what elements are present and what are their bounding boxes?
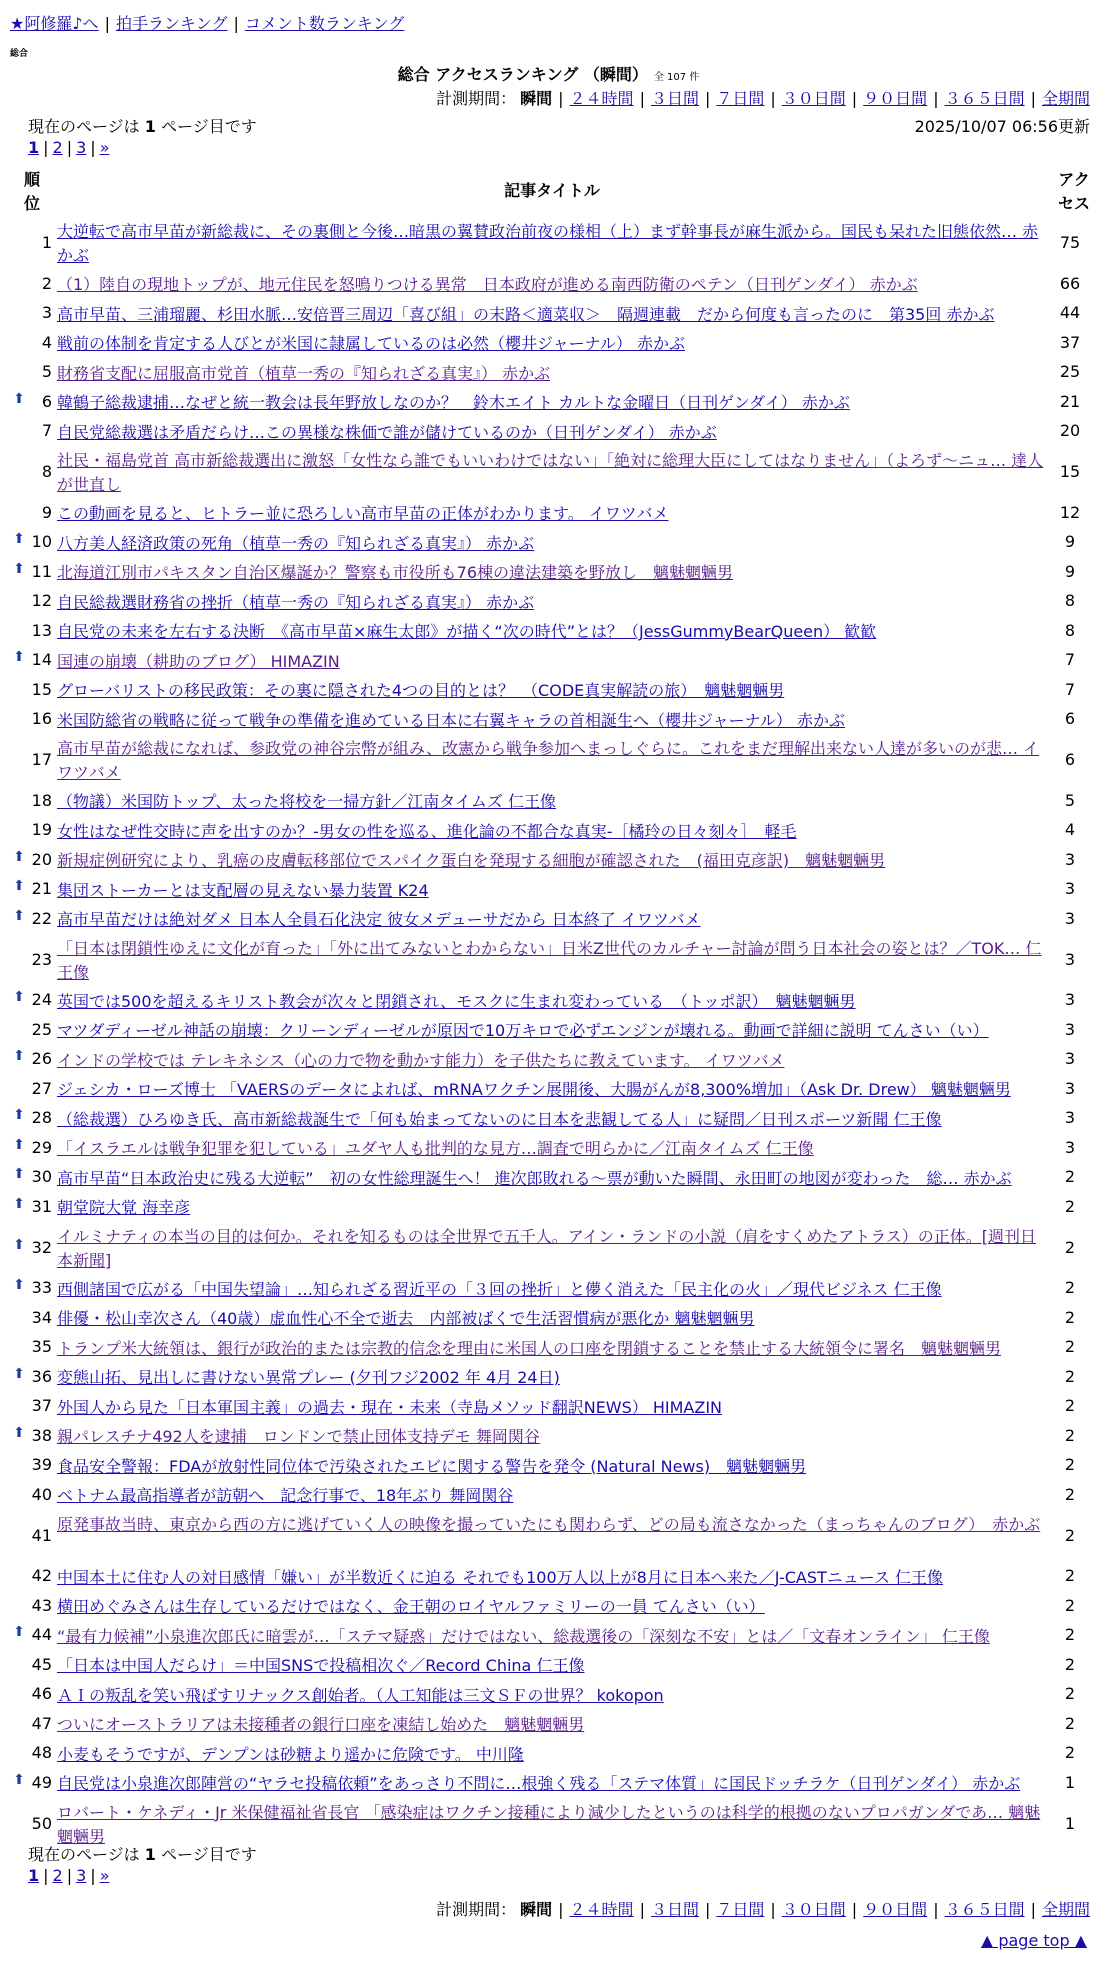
period-separator: | bbox=[558, 89, 564, 108]
pager-next[interactable]: » bbox=[99, 138, 110, 157]
rank-up-icon: ⬆ bbox=[13, 989, 25, 1006]
article-title-link[interactable]: グローバリストの移民政策：その裏に隠された4つの目的とは？ （CODE真実解読の旅） 魑魅魍魎男 bbox=[57, 681, 785, 700]
article-title-link[interactable]: 食品安全警報：FDAが放射性同位体で汚染されたエビに関する警告を発令 (Natural News) 魑魅魍魎男 bbox=[57, 1456, 807, 1476]
nav-separator: | bbox=[104, 14, 110, 33]
page-title: 総合 アクセスランキング （瞬間） bbox=[397, 65, 648, 84]
page-info-number: 1 bbox=[144, 117, 156, 136]
access-count: 7 bbox=[1064, 650, 1076, 670]
period-separator: | bbox=[851, 1900, 858, 1919]
pager-top bbox=[28, 138, 109, 157]
table-row bbox=[0, 300, 1097, 330]
table-row bbox=[0, 1046, 1097, 1076]
table-row bbox=[0, 617, 1097, 647]
period-label: 計測期間： bbox=[436, 1900, 517, 1919]
article-title-link[interactable]: 自民党の未来を左右する決断 《高市早苗×麻生太郎》が描く“次の時代”とは？（JessGummyBearQueen） 歓歓 bbox=[57, 622, 877, 641]
rank-number: 49 bbox=[31, 1772, 52, 1792]
table-row bbox=[0, 529, 1097, 559]
access-count: 37 bbox=[1059, 332, 1081, 352]
rank-number: 29 bbox=[31, 1137, 52, 1157]
table-row bbox=[0, 329, 1097, 359]
access-count: 2 bbox=[1064, 1525, 1076, 1545]
rank-number: 17 bbox=[31, 750, 52, 769]
rank-number: 41 bbox=[31, 1525, 52, 1545]
period-separator: | bbox=[851, 89, 858, 108]
access-count: 2 bbox=[1064, 1278, 1076, 1298]
table-row bbox=[0, 876, 1097, 906]
period-separator: | bbox=[704, 89, 711, 108]
access-count: 4 bbox=[1064, 820, 1076, 840]
access-count: 2 bbox=[1064, 1625, 1076, 1645]
table-row bbox=[0, 905, 1097, 935]
page-info-bottom bbox=[28, 1842, 257, 1865]
table-row bbox=[0, 1334, 1097, 1364]
applause-ranking-link[interactable]: 拍手ランキング bbox=[115, 14, 228, 33]
rank-number: 19 bbox=[31, 820, 52, 840]
rank-column-header: 順 位 bbox=[23, 170, 40, 213]
rank-up-icon: ⬆ bbox=[13, 1236, 25, 1253]
table-row bbox=[0, 1422, 1097, 1452]
rank-up-icon: ⬆ bbox=[13, 531, 25, 548]
period-separator: | bbox=[933, 89, 939, 108]
rank-number: 35 bbox=[31, 1337, 52, 1357]
rank-number: 43 bbox=[31, 1595, 52, 1615]
access-count: 21 bbox=[1059, 391, 1081, 411]
ranking-title-line bbox=[0, 62, 1097, 85]
home-link[interactable]: ★阿修羅♪へ bbox=[10, 14, 99, 33]
rank-number: 15 bbox=[31, 679, 52, 699]
table-row bbox=[0, 1740, 1097, 1770]
access-count: 7 bbox=[1064, 679, 1076, 699]
period-link-3[interactable]: ３０日間 bbox=[781, 1900, 846, 1919]
period-link-5[interactable]: ３６５日間 bbox=[944, 1900, 1025, 1919]
access-count: 8 bbox=[1064, 591, 1076, 611]
access-count: 3 bbox=[1064, 908, 1076, 928]
article-title-link[interactable]: “最有力候補”小泉進次郎氏に暗雲が…「ステマ疑惑」だけではない、総裁選後の「深刻な不安」とは／「文春オンライン」 仁王像 bbox=[57, 1626, 990, 1646]
rank-up-icon: ⬆ bbox=[13, 1107, 25, 1124]
access-count: 75 bbox=[1059, 233, 1081, 252]
article-title-link[interactable]: 中国本土に住む人の対日感情「嫌い」が半数近くに迫る それでも100万人以上が8月に日本へ来た／J-CASTニュース 仁王像 bbox=[57, 1567, 944, 1587]
page-top-link[interactable]: ▲ page top ▲ bbox=[980, 1931, 1087, 1950]
article-title-link[interactable]: 高市早苗“日本政治史に残る大逆転” 初の女性総理誕生へ！ 進次郎敗れる～票が動いた瞬間、永田町の地図が変わった 総… 赤かぶ bbox=[57, 1168, 1012, 1188]
access-count: 66 bbox=[1059, 273, 1081, 293]
period-link-3[interactable]: ３０日間 bbox=[781, 89, 846, 108]
comment-ranking-link[interactable]: コメント数ランキング bbox=[244, 14, 405, 33]
access-count: 1 bbox=[1064, 1813, 1076, 1833]
pager-separator: | bbox=[43, 1866, 49, 1885]
rank-up-icon: ⬆ bbox=[13, 1771, 25, 1788]
article-title-link[interactable]: 新規症例研究により、乳癌の皮膚転移部位でスパイク蛋白を発現する細胞が確認された (福田克彦訳) 魑魅魍魎男 bbox=[57, 851, 886, 870]
pager-page-2[interactable]: 2 bbox=[52, 138, 63, 157]
rank-number: 5 bbox=[41, 362, 52, 382]
access-count: 2 bbox=[1064, 1743, 1076, 1763]
article-title-link[interactable]: ジェシカ・ローズ博士 「VAERSのデータによれば、mRNAワクチン展開後、大腸がんが8,300%増加」（Ask Dr. Drew） 魑魅魍魎男 bbox=[57, 1080, 1011, 1099]
period-separator: | bbox=[639, 89, 645, 108]
access-count: 2 bbox=[1064, 1307, 1076, 1327]
period-separator: | bbox=[558, 1900, 564, 1919]
rank-up-icon: ⬆ bbox=[13, 1195, 25, 1212]
rank-number: 45 bbox=[31, 1654, 52, 1674]
table-row bbox=[0, 558, 1097, 588]
table-row bbox=[0, 1481, 1097, 1511]
article-title-link[interactable]: ついにオーストラリアは未接種者の銀行口座を凍結し始めた 魑魅魍魎男 bbox=[57, 1715, 585, 1734]
rank-number: 32 bbox=[31, 1237, 52, 1257]
rank-up-icon: ⬆ bbox=[13, 649, 25, 666]
access-count: 1 bbox=[1064, 1772, 1076, 1792]
access-count: 3 bbox=[1064, 949, 1076, 969]
access-count: 3 bbox=[1064, 1078, 1076, 1098]
rank-up-icon: ⬆ bbox=[13, 560, 25, 577]
access-count: 3 bbox=[1064, 1137, 1076, 1157]
rank-number: 39 bbox=[31, 1455, 52, 1475]
rank-number: 10 bbox=[31, 532, 52, 552]
ranking-table bbox=[0, 218, 1097, 1851]
rank-number: 42 bbox=[31, 1566, 52, 1586]
nav-separator: | bbox=[233, 14, 239, 33]
access-count: 2 bbox=[1064, 1595, 1076, 1615]
rank-number: 14 bbox=[31, 650, 52, 670]
article-title-link[interactable]: 「日本は閉鎖性ゆえに文化が育った」「外に出てみないとわからない」日米Z世代のカルチャー討論が問う日本社会の姿とは？／TOK… 仁王像 bbox=[57, 938, 1042, 982]
article-title-link[interactable]: 小麦もそうですが、デンプンは砂糖より遥かに危険です。 中川隆 bbox=[57, 1744, 524, 1764]
rank-up-icon: ⬆ bbox=[13, 1166, 25, 1183]
rank-number: 4 bbox=[41, 332, 52, 352]
access-count: 2 bbox=[1064, 1654, 1076, 1674]
table-row bbox=[0, 1511, 1097, 1563]
period-separator: | bbox=[770, 1900, 776, 1919]
access-count: 9 bbox=[1064, 532, 1076, 552]
rank-number: 33 bbox=[31, 1278, 52, 1298]
period-label: 計測期間： bbox=[436, 89, 517, 108]
table-row bbox=[0, 1769, 1097, 1799]
rank-number: 9 bbox=[41, 502, 52, 522]
period-separator: | bbox=[639, 1900, 645, 1919]
access-count: 2 bbox=[1064, 1196, 1076, 1216]
article-title-link[interactable]: 自民党総裁選は矛盾だらけ…この異様な株価で誰が儲けているのか（日刊ゲンダイ） 赤かぶ bbox=[57, 422, 717, 442]
article-title-link[interactable]: ベトナム最高指導者が訪朝へ 記念行事で、18年ぶり 舞岡関谷 bbox=[57, 1486, 514, 1505]
table-row bbox=[0, 270, 1097, 300]
table-row bbox=[0, 1651, 1097, 1681]
table-row bbox=[0, 359, 1097, 389]
rank-up-icon: ⬆ bbox=[13, 1424, 25, 1441]
period-link-0[interactable]: ２４時間 bbox=[569, 89, 634, 108]
pager-page-3[interactable]: 3 bbox=[76, 1866, 87, 1885]
table-row bbox=[0, 418, 1097, 448]
rank-number: 2 bbox=[41, 273, 52, 293]
rank-number: 21 bbox=[31, 879, 52, 899]
article-title-link[interactable]: （1）陸自の現地トップが、地元住民を怒鳴りつける異常 日本政府が進める南西防衛のペテン（日刊ゲンダイ） 赤かぶ bbox=[57, 275, 918, 294]
period-separator: | bbox=[770, 89, 776, 108]
rank-number: 18 bbox=[31, 790, 52, 810]
rank-number: 46 bbox=[31, 1684, 52, 1704]
table-row bbox=[0, 787, 1097, 817]
rank-up-icon: ⬆ bbox=[13, 1048, 25, 1065]
rank-up-icon: ⬆ bbox=[13, 1624, 25, 1641]
rank-up-icon: ⬆ bbox=[13, 390, 25, 407]
table-row bbox=[0, 935, 1097, 987]
access-count: 2 bbox=[1064, 1713, 1076, 1733]
access-count: 6 bbox=[1064, 750, 1076, 769]
category-label: 総合 bbox=[10, 49, 29, 59]
period-current: 瞬間 bbox=[520, 89, 553, 108]
pager-separator: | bbox=[66, 1866, 73, 1885]
table-row bbox=[0, 447, 1097, 499]
rank-number: 11 bbox=[31, 561, 52, 581]
table-row bbox=[0, 647, 1097, 677]
access-count: 3 bbox=[1064, 849, 1076, 869]
table-row bbox=[0, 1193, 1097, 1223]
table-row bbox=[0, 218, 1097, 270]
rank-up-icon: ⬆ bbox=[13, 1136, 25, 1153]
article-title-link[interactable]: イルミナティの本当の目的は何か。それを知るものは全世界で五千人。アイン・ランドの小説（肩をすくめたアトラス）の正体。[週刊日本新聞] bbox=[57, 1226, 1037, 1270]
access-count: 9 bbox=[1064, 561, 1076, 581]
article-title-link[interactable]: 自民総裁選財務省の挫折（植草一秀の『知られざる真実』） 赤かぶ bbox=[57, 592, 535, 612]
period-link-0[interactable]: ２４時間 bbox=[569, 1900, 634, 1919]
article-title-link[interactable]: 韓鶴子総裁逮捕…なぜと統一教会は長年野放しなのか？ 鈴木エイト カルトな金曜日（日刊ゲンダイ） 赤かぶ bbox=[57, 393, 850, 412]
access-column-header: アク セス bbox=[1057, 170, 1090, 213]
period-current: 瞬間 bbox=[520, 1900, 553, 1919]
rank-number: 31 bbox=[31, 1196, 52, 1216]
rank-number: 28 bbox=[31, 1108, 52, 1128]
pager-next[interactable]: » bbox=[99, 1866, 110, 1885]
article-title-link[interactable]: 北海道江別市パキスタン自治区爆誕か？警察も市役所も76棟の違法建築を野放し 魑魅魍魎男 bbox=[57, 563, 734, 582]
table-row bbox=[0, 817, 1097, 847]
article-title-link[interactable]: 高市早苗だけは絶対ダメ 日本人全員石化決定 彼女メデューサだから 日本終了 イワツバメ bbox=[57, 910, 701, 929]
rank-number: 22 bbox=[31, 908, 52, 928]
rank-number: 8 bbox=[41, 462, 52, 481]
period-separator: | bbox=[704, 1900, 711, 1919]
period-selector-top bbox=[436, 86, 1090, 109]
period-link-6[interactable]: 全期間 bbox=[1041, 89, 1090, 108]
updated-timestamp: 2025/10/07 06:56更新 bbox=[914, 117, 1090, 136]
pager-separator: | bbox=[90, 138, 96, 157]
article-title-link[interactable]: 高市早苗が総裁になれば、参政党の神谷宗幣が組み、改憲から戦争参加へまっしぐらに。これをまだ理解出来ない人達が多いのが悲… イワツバメ bbox=[57, 739, 1040, 782]
article-title-link[interactable]: 「日本は中国人だらけ」＝中国SNSで投稿相次ぐ／Record China 仁王像 bbox=[57, 1656, 585, 1675]
pager-separator: | bbox=[66, 138, 73, 157]
table-row bbox=[0, 706, 1097, 736]
article-title-link[interactable]: 国連の崩壊（耕助のブログ） HIMAZIN bbox=[57, 651, 340, 671]
rank-number: 1 bbox=[41, 233, 52, 252]
table-header bbox=[0, 164, 1097, 216]
access-count: 2 bbox=[1064, 1425, 1076, 1445]
article-title-link[interactable]: 俳優・松山幸次さん（40歳）虚血性心不全で逝去 内部被ばくで生活習慣病が悪化か 魑魅魍魎男 bbox=[57, 1309, 755, 1328]
access-count: 12 bbox=[1059, 502, 1081, 522]
table-row bbox=[0, 1134, 1097, 1164]
access-count: 8 bbox=[1064, 620, 1076, 640]
access-count: 2 bbox=[1064, 1337, 1076, 1357]
access-count: 25 bbox=[1059, 362, 1081, 382]
table-row bbox=[0, 1710, 1097, 1740]
article-title-link[interactable]: 集団ストーカーとは支配層の見えない暴力装置 K24 bbox=[57, 880, 429, 900]
item-count: 全 107 件 bbox=[653, 72, 700, 83]
pager-current: 1 bbox=[28, 1866, 40, 1885]
article-title-link[interactable]: （物議）米国防トップ、太った将校を一掃方針／江南タイムズ 仁王像 bbox=[57, 792, 557, 811]
page-info-number: 1 bbox=[144, 1845, 156, 1864]
article-title-link[interactable]: 自民党は小泉進次郎陣営の“ヤラセ投稿依頼”をあっさり不問に…根強く残る「ステマ体質」に国民ドッチラケ（日刊ゲンダイ） 赤かぶ bbox=[57, 1774, 1021, 1793]
table-row bbox=[0, 1105, 1097, 1135]
article-title-link[interactable]: インドの学校では テレキネシス（心の力で物を動かす能力）を子供たちに教えています。 イワツバメ bbox=[57, 1050, 785, 1070]
article-title-link[interactable]: マツダディーゼル神話の崩壊：クリーンディーゼルが原因で10万キロで必ずエンジンが壊れる。動画で詳細に説明 てんさい（い） bbox=[57, 1021, 989, 1040]
title-column-header: 記事タイトル bbox=[504, 181, 600, 200]
period-link-2[interactable]: ７日間 bbox=[716, 1900, 765, 1919]
rank-up-icon: ⬆ bbox=[13, 848, 25, 865]
rank-number: 30 bbox=[31, 1167, 52, 1187]
article-title-link[interactable]: 社民・福島党首 高市新総裁選出に激怒「女性なら誰でもいいわけではない」「絶対に総理大臣にしてはなりません」（よろず～ニュ… 達人が世直し bbox=[57, 451, 1044, 494]
access-count: 44 bbox=[1059, 303, 1081, 323]
access-count: 6 bbox=[1064, 709, 1076, 729]
table-row bbox=[0, 1592, 1097, 1622]
article-title-link[interactable]: ＡＩの叛乱を笑い飛ばすリナックス創始者。（人工知能は三文ＳＦの世界？ kokopon bbox=[57, 1685, 664, 1705]
rank-number: 3 bbox=[41, 303, 52, 323]
rank-number: 48 bbox=[31, 1743, 52, 1763]
article-title-link[interactable]: ロバート・ケネディ・Jr 米保健福祉省長官 「感染症はワクチン接種により減少したというのは科学的根拠のないプロパガンダであ… 魑魅魍魎男 bbox=[57, 1802, 1041, 1846]
table-row bbox=[0, 588, 1097, 618]
access-count: 20 bbox=[1059, 421, 1081, 441]
article-title-link[interactable]: 女性はなぜ性交時に声を出すのか？-男女の性を巡る、進化論の不都合な真実-［橘玲の日々刻々］ 軽毛 bbox=[57, 821, 797, 841]
access-count: 2 bbox=[1064, 1566, 1076, 1586]
rank-up-icon: ⬆ bbox=[13, 1365, 25, 1382]
period-link-1[interactable]: ３日間 bbox=[650, 89, 699, 108]
table-row bbox=[0, 1075, 1097, 1105]
table-row bbox=[0, 1164, 1097, 1194]
rank-number: 47 bbox=[31, 1713, 52, 1733]
access-count: 2 bbox=[1064, 1455, 1076, 1475]
article-title-link[interactable]: 変態山拓、見出しに書けない異常プレー (夕刊フジ2002 年 4月 24日) bbox=[57, 1368, 560, 1387]
article-title-link[interactable]: 外国人から見た「日本軍国主義」の過去・現在・未来（寺島メソッド翻訳NEWS） HIMAZIN bbox=[57, 1397, 723, 1417]
table-row bbox=[0, 1016, 1097, 1046]
article-title-link[interactable]: 朝堂院大覚 海幸彦 bbox=[57, 1198, 191, 1217]
pager-page-2[interactable]: 2 bbox=[52, 1866, 63, 1885]
page-info-suffix: ページ目です bbox=[161, 1845, 257, 1864]
period-link-2[interactable]: ７日間 bbox=[716, 89, 765, 108]
article-title-link[interactable]: 西側諸国で広がる「中国失望論」…知られざる習近平の「３回の挫折」と儚く消えた「民主化の火」／現代ビジネス 仁王像 bbox=[57, 1279, 942, 1299]
period-separator: | bbox=[1030, 1900, 1036, 1919]
table-row bbox=[0, 1452, 1097, 1482]
article-title-link[interactable]: 「イスラエルは戦争犯罪を犯している」ユダヤ人も批判的な見方…調査で明らかに／江南タイムズ 仁王像 bbox=[57, 1139, 814, 1158]
article-title-link[interactable]: 大逆転で高市早苗が新総裁に、その裏側と今後…暗黒の翼賛政治前夜の様相（上）まず幹事長が麻生派から。国民も呆れた旧態依然… 赤かぶ bbox=[57, 222, 1039, 265]
rank-number: 24 bbox=[31, 990, 52, 1010]
page-info-prefix: 現在のページは bbox=[28, 117, 140, 136]
article-title-link[interactable]: この動画を見ると、ヒトラー並に恐ろしい高市早苗の正体がわかります。 イワツバメ bbox=[57, 504, 669, 523]
article-title-link[interactable]: （総裁選）ひろゆき氏、高市新総裁誕生で「何も始まってないのに日本を悲観してる人」に疑問／日刊スポーツ新聞 仁王像 bbox=[57, 1109, 942, 1129]
table-row bbox=[0, 735, 1097, 787]
access-count: 2 bbox=[1064, 1237, 1076, 1257]
table-row bbox=[0, 1363, 1097, 1393]
period-link-4[interactable]: ９０日間 bbox=[863, 89, 928, 108]
rank-number: 50 bbox=[31, 1813, 52, 1833]
rank-number: 44 bbox=[31, 1625, 52, 1645]
table-row bbox=[0, 1275, 1097, 1305]
access-count: 3 bbox=[1064, 1049, 1076, 1069]
access-count: 5 bbox=[1064, 790, 1076, 810]
rank-number: 20 bbox=[31, 849, 52, 869]
article-title-link[interactable]: 財務省支配に屈服高市党首（植草一秀の『知られざる真実』） 赤かぶ bbox=[57, 363, 551, 383]
rank-number: 16 bbox=[31, 709, 52, 729]
rank-number: 38 bbox=[31, 1425, 52, 1445]
table-row bbox=[0, 1622, 1097, 1652]
access-count: 2 bbox=[1064, 1684, 1076, 1704]
table-row bbox=[0, 499, 1097, 529]
rank-up-icon: ⬆ bbox=[13, 878, 25, 895]
period-link-4[interactable]: ９０日間 bbox=[863, 1900, 928, 1919]
access-count: 3 bbox=[1064, 879, 1076, 899]
access-count: 2 bbox=[1064, 1396, 1076, 1416]
period-link-6[interactable]: 全期間 bbox=[1041, 1900, 1090, 1919]
period-separator: | bbox=[1030, 89, 1036, 108]
rank-up-icon: ⬆ bbox=[13, 1277, 25, 1294]
period-selector-bottom bbox=[436, 1897, 1090, 1920]
period-separator: | bbox=[933, 1900, 939, 1919]
rank-number: 37 bbox=[31, 1396, 52, 1416]
table-row bbox=[0, 1223, 1097, 1275]
table-row bbox=[0, 846, 1097, 876]
rank-number: 26 bbox=[31, 1049, 52, 1069]
page-info-top bbox=[28, 114, 257, 137]
article-title-link[interactable]: 原発事故当時、東京から西の方に逃げていく人の映像を撮っていたにも関わらず、どの局も流さなかった（まっちゃんのブログ） 赤かぶ bbox=[57, 1514, 1041, 1534]
rank-number: 25 bbox=[31, 1019, 52, 1039]
rank-number: 6 bbox=[41, 391, 52, 411]
rank-number: 34 bbox=[31, 1307, 52, 1327]
access-count: 2 bbox=[1064, 1484, 1076, 1504]
pager-bottom bbox=[28, 1866, 109, 1885]
page-info-prefix: 現在のページは bbox=[28, 1845, 140, 1864]
access-count: 3 bbox=[1064, 990, 1076, 1010]
article-title-link[interactable]: 横田めぐみさんは生存しているだけではなく、金王朝のロイヤルファミリーの一員 てんさい（い） bbox=[57, 1597, 765, 1616]
page-info-suffix: ページ目です bbox=[161, 117, 257, 136]
period-link-1[interactable]: ３日間 bbox=[650, 1900, 699, 1919]
table-row bbox=[0, 388, 1097, 418]
rank-up-icon: ⬆ bbox=[13, 907, 25, 924]
pager-separator: | bbox=[43, 138, 49, 157]
table-row bbox=[0, 1393, 1097, 1423]
table-row bbox=[0, 1681, 1097, 1711]
article-title-link[interactable]: トランプ米大統領は、銀行が政治的または宗教的信念を理由に米国人の口座を閉鎖することを禁止する大統領令に署名 魑魅魍魎男 bbox=[57, 1338, 1002, 1358]
article-title-link[interactable]: 八方美人経済政策の死角（植草一秀の『知られざる真実』） 赤かぶ bbox=[57, 533, 535, 553]
rank-number: 13 bbox=[31, 620, 52, 640]
table-row bbox=[0, 676, 1097, 706]
access-count: 2 bbox=[1064, 1167, 1076, 1187]
rank-number: 40 bbox=[31, 1484, 52, 1504]
rank-number: 12 bbox=[31, 591, 52, 611]
article-title-link[interactable]: 米国防総省の戦略に従って戦争の準備を進めている日本に右翼キャラの首相誕生へ（櫻井ジャーナル） 赤かぶ bbox=[57, 710, 845, 730]
article-title-link[interactable]: 戦前の体制を肯定する人びとが米国に隷属しているのは必然（櫻井ジャーナル） 赤かぶ bbox=[57, 334, 685, 353]
access-count: 3 bbox=[1064, 1108, 1076, 1128]
rank-number: 27 bbox=[31, 1078, 52, 1098]
rank-number: 36 bbox=[31, 1366, 52, 1386]
article-title-link[interactable]: 親パレスチナ492人を逮捕 ロンドンで禁止団体支持デモ 舞岡関谷 bbox=[57, 1427, 540, 1446]
article-title-link[interactable]: 英国では500を超えるキリスト教会が次々と閉鎖され、モスクに生まれ変わっている （トッポ訳） 魑魅魍魎男 bbox=[57, 991, 856, 1011]
access-count: 15 bbox=[1059, 462, 1081, 481]
period-link-5[interactable]: ３６５日間 bbox=[944, 89, 1025, 108]
top-nav bbox=[10, 11, 404, 34]
pager-current: 1 bbox=[28, 138, 40, 157]
rank-number: 23 bbox=[31, 949, 52, 969]
rank-number: 7 bbox=[41, 421, 52, 441]
access-count: 3 bbox=[1064, 1019, 1076, 1039]
article-title-link[interactable]: 高市早苗、三浦瑠麗、杉田水脈…安倍晋三周辺「喜び組」の末路＜適菜収＞ 隔週連載 だから何度も言ったのに 第35回 赤かぶ bbox=[57, 304, 995, 324]
pager-separator: | bbox=[90, 1866, 96, 1885]
access-count: 2 bbox=[1064, 1366, 1076, 1386]
table-row bbox=[0, 987, 1097, 1017]
table-row bbox=[0, 1304, 1097, 1334]
pager-page-3[interactable]: 3 bbox=[76, 138, 87, 157]
table-row bbox=[0, 1563, 1097, 1593]
